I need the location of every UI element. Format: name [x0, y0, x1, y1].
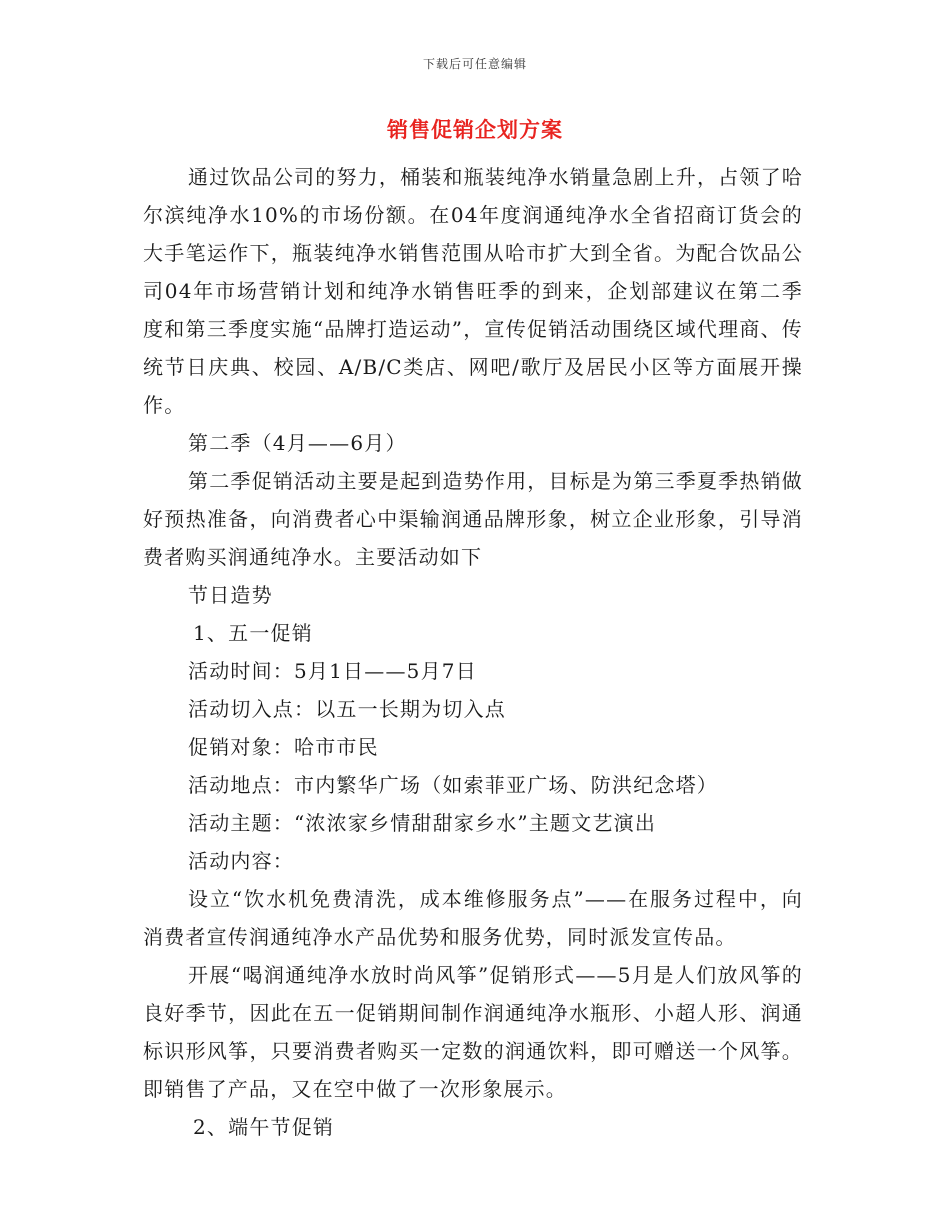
paragraph-q2-summary: 第二季促销活动主要是起到造势作用，目标是为第三季夏季热销做好预热准备，向消费者心中渠输润通品牌形象，树立企业形象，引导消费者购买润通纯净水。主要活动如下: [143, 469, 803, 569]
paragraph-kite-promo: 开展“喝润通纯净水放时尚风筝”促销形式——5月是人们放风筝的良好季节，因此在五一促销期间制作润通纯净水瓶形、小超人形、润通标识形风筝，只要消费者购买一定数的润通饮料，即可赠送一个风筝。即销售了产品，又在空中做了一次形象展示。: [143, 963, 803, 1101]
detail-theme: 活动主题：“浓浓家乡情甜甜家乡水”主题文艺演出: [188, 811, 657, 835]
paragraph-intro: 通过饮品公司的努力，桶装和瓶装纯净水销量急剧上升，占领了哈尔滨纯净水10%的市场份额。在04年度润通纯净水全省招商订货会的大手笔运作下，瓶装纯净水销售范围从哈市扩大到全省。为配合饮品公司04年市场营销计划和纯净水销售旺季的到来，企划部建议在第二季度和第三季度实施“品牌打造运动”，宣传促销活动围绕区域代理商、传统节日庆典、校园、A/B/C类店、网吧/歌厅及居民小区等方面展开操作。: [143, 165, 803, 417]
header-note: 下载后可任意编辑: [422, 57, 527, 71]
detail-activity-time: 活动时间：5月1日——5月7日: [188, 659, 477, 683]
document-body: [143, 158, 803, 1146]
subheading-holiday: 节日造势: [188, 583, 273, 607]
paragraph-service-point: 设立“饮水机免费清洗，成本维修服务点”——在服务过程中，向消费者宣传润通纯净水产品优势和服务优势，同时派发宣传品。: [143, 887, 803, 949]
detail-target: 促销对象：哈市市民: [188, 735, 379, 759]
item-heading-may-day: 1、五一促销: [193, 621, 313, 645]
item-heading-dragon-boat: 2、端午节促销: [193, 1115, 335, 1139]
detail-entry-point: 活动切入点：以五一长期为切入点: [188, 697, 506, 721]
detail-location: 活动地点：市内繁华广场（如索菲亚广场、防洪纪念塔）: [188, 773, 718, 797]
detail-content-label: 活动内容：: [188, 849, 294, 873]
document-title: 销售促销企划方案: [387, 117, 563, 142]
section-heading-q2: 第二季（4月——6月）: [188, 431, 407, 455]
